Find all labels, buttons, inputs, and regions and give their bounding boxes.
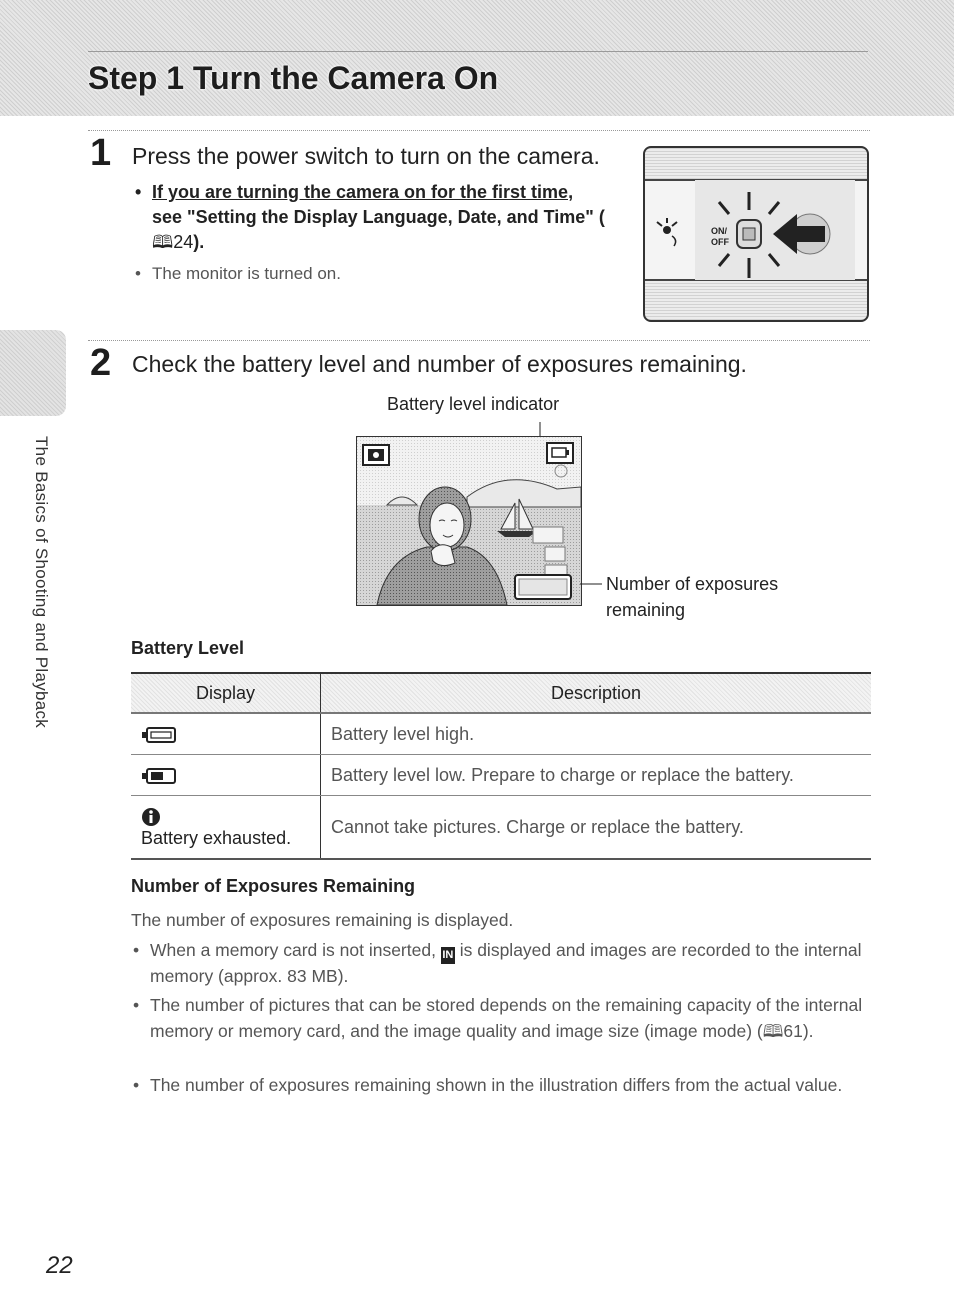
illustration-note: • The number of exposures remaining shown in the illustration differs from the actual value. (133, 1075, 843, 1095)
battery-exhausted-label: Battery exhausted. (141, 827, 292, 848)
table-row (131, 796, 871, 860)
internal-memory-icon: IN (441, 947, 455, 964)
page-title: Step 1 Turn the Camera On (88, 60, 499, 96)
table-row (131, 713, 871, 755)
divider (88, 130, 870, 131)
on-label: ON/ (711, 226, 728, 236)
description-cell: Battery level high. (321, 713, 872, 755)
camera-top-illustration (643, 146, 869, 322)
battery-full-cell (131, 713, 321, 755)
battery-low-icon (141, 767, 177, 785)
monitor-illustration (356, 436, 582, 606)
header-band (0, 0, 954, 116)
exposures-caption (606, 571, 778, 623)
step-title-1: Press the power switch to turn on the camera. (132, 143, 600, 169)
page-number: 22 (46, 1252, 73, 1279)
battery-low-cell (131, 755, 321, 796)
exposures-heading: Number of Exposures Remaining (131, 876, 416, 896)
chapter-tab (0, 330, 66, 416)
step-number-1: 1 (90, 132, 112, 174)
book-ref-icon: 🕮 (762, 1020, 784, 1041)
exposures-caption-line1: Number of exposures (606, 574, 779, 594)
capacity-note-a: The number of pictures that can be stored depends on the remaining capacity of the internal memory or memory card, and the image quality and image size (image mode) ( (150, 995, 863, 1041)
first-time-end: ). (193, 232, 205, 252)
battery-level-table (131, 672, 871, 860)
battery-level-heading: Battery Level (131, 638, 245, 658)
memory-card-note-a: When a memory card is not inserted, (150, 940, 436, 960)
book-ref-icon: 🕮 (152, 232, 174, 252)
capacity-note: • The number of pictures that can be stored depends on the remaining capacity of the internal memory or memory card, and the image quality and image size (image mode) (🕮61). (150, 993, 870, 1044)
first-time-rest: see "Setting the Display Language, Date, and Time" ( (152, 207, 605, 227)
battery-indicator-caption: Battery level indicator (387, 394, 560, 414)
table-row (131, 755, 871, 796)
capacity-note-ref: 61 (783, 1020, 803, 1041)
step-title-2: Check the battery level and number of exposures remaining. (132, 351, 747, 377)
memory-card-note: • When a memory card is not inserted, IN is displayed and images are recorded to the internal memory (approx. 83 MB). (133, 940, 862, 986)
table-header-row (131, 673, 871, 713)
chapter-label: The Basics of Shooting and Playback (32, 436, 51, 729)
exposures-caption-leader (580, 574, 606, 594)
battery-exhausted-cell (131, 796, 321, 860)
first-time-ref: 24 (173, 232, 194, 252)
divider (88, 340, 870, 341)
monitor-note-text: The monitor is turned on. (152, 264, 341, 283)
battery-full-icon (141, 726, 177, 744)
header-rule (88, 51, 868, 52)
off-label: OFF (711, 237, 729, 247)
exposures-caption-line2: remaining (606, 600, 686, 620)
illustration-note-text: The number of exposures remaining shown in the illustration differs from the actual value. (150, 1075, 843, 1095)
memory-card-note-b: is displayed and images are recorded to the internal memory (approx. 83 MB). (150, 940, 862, 986)
first-time-note: • If you are turning the camera on for the first time, see "Setting the Display Language, Date, and Time" (🕮24). (152, 180, 622, 255)
first-time-underlined: If you are turning the camera on for the first time, (152, 182, 574, 202)
description-cell: Battery level low. Prepare to charge or replace the battery. (321, 755, 872, 796)
exposures-intro: The number of exposures remaining is displayed. (131, 910, 514, 930)
column-header-display: Display (131, 673, 321, 713)
capacity-note-end: ). (802, 1020, 814, 1041)
column-header-description: Description (321, 673, 872, 713)
battery-exhausted-icon (141, 806, 161, 828)
monitor-note: • The monitor is turned on. (135, 264, 341, 283)
step-number-2: 2 (90, 342, 112, 384)
description-cell: Cannot take pictures. Charge or replace the battery. (321, 796, 872, 860)
